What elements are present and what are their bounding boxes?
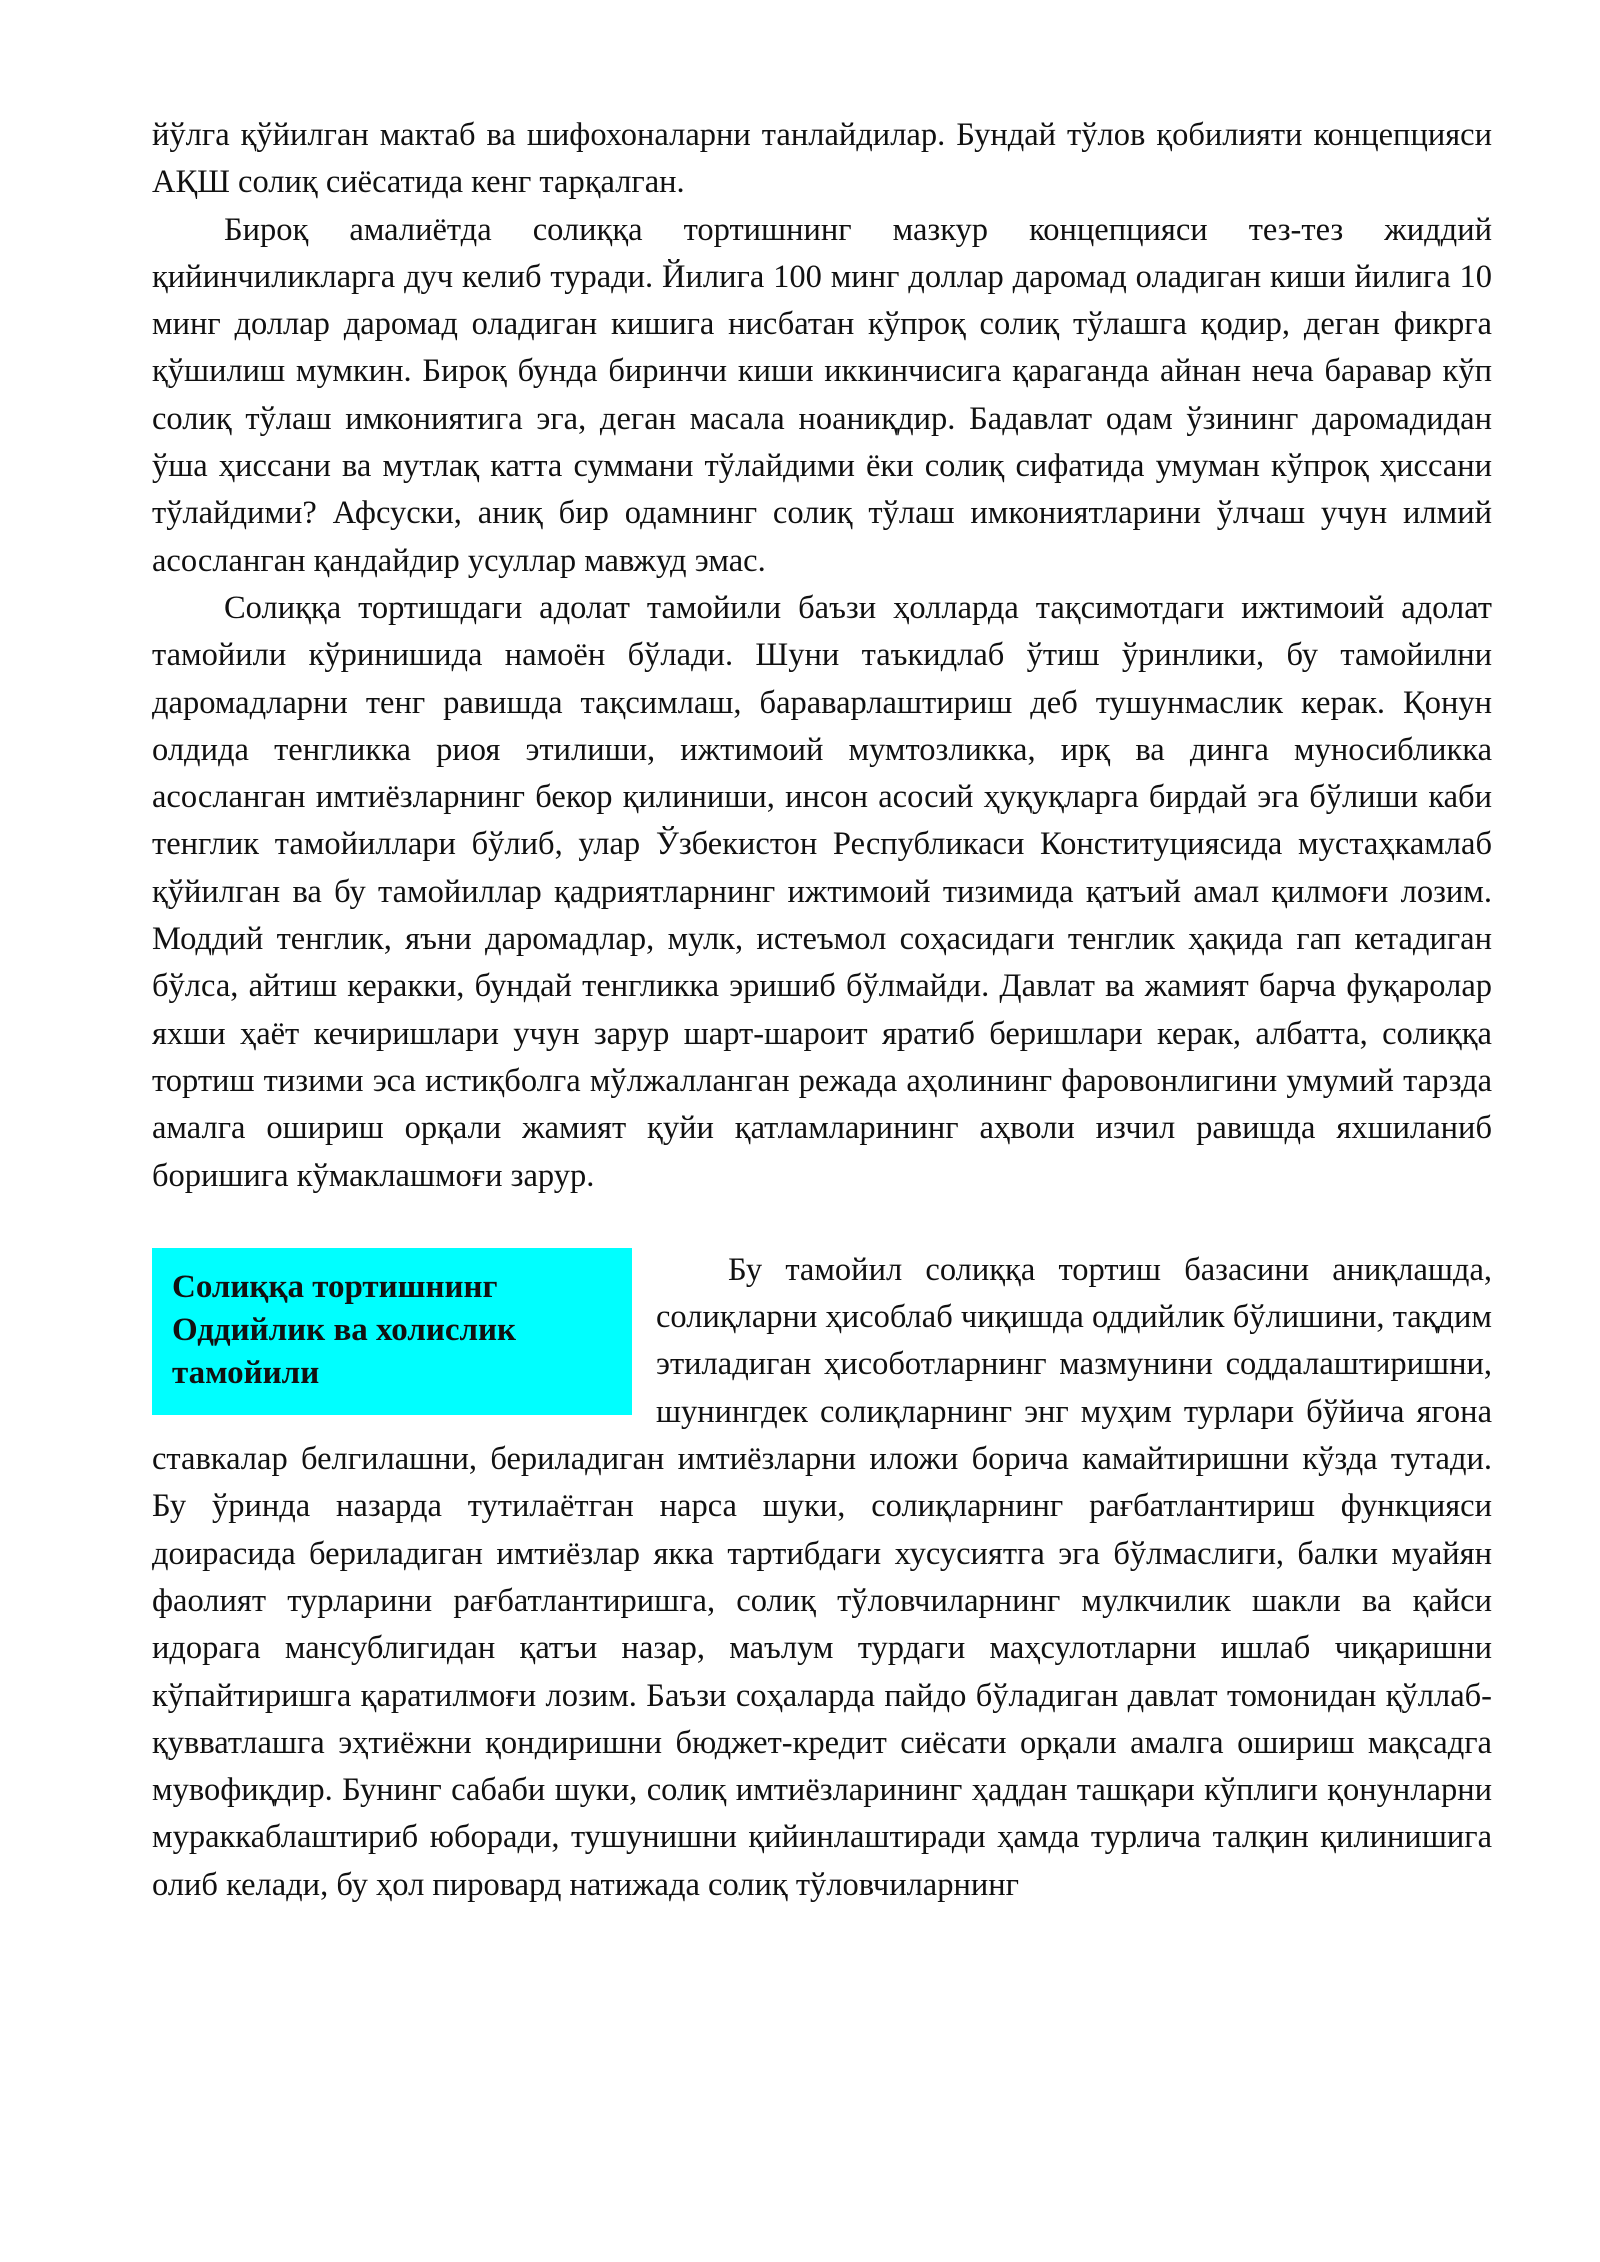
paragraph-social-justice: Солиққа тортишдаги адолат тамойили баъзи ҳолларда тақсимотдаги ижтимоий адолат тамойили кўринишида намоён бўлади. Шуни таъкидлаб ўтиш ўринлики, бу тамойилни даромадларни тенг равишда тақсимлаш, бараварлаштириш деб тушунмаслик керак. Қонун олдида тенгликка риоя этилиши, ижтимоий мумтозликка, ирқ ва динга муносибликка асосланган имтиёзларнинг бекор қилиниши, инсон асосий ҳуқуқларга бирдай эга бўлиши каби тенглик тамойиллари бўлиб, улар Ўзбекистон Республикаси Конституциясида мустаҳкамлаб қўйилган ва бу тамойиллар қадриятларнинг ижтимоий тизимида қатъий амал қилмоғи лозим. Моддий тенглик, яъни даромадлар, мулк, истеъмол соҳасидаги тенглик ҳақида гап кетадиган бўлса, айтиш керакки, бундай тенгликка эришиб бўлмайди. Давлат ва жамият барча фуқаролар яхши ҳаёт кечиришлари учун зарур шарт-шароит яратиб беришлари керак, албатта, солиққа тортиш тизими эса истиқболга мўлжалланган режада аҳолининг фаровонлигини умумий тарзда амалга ошириш орқали жамият қуйи қатламларининг аҳволи изчил равишда яхшиланиб боришига кўмаклашмоғи зарур. [152, 589, 1492, 1194]
section-spacer [152, 1200, 1492, 1247]
paragraph-ability-concept: Бироқ амалиётда солиққа тортишнинг мазкур концепцияси тез-тез жиддий қийинчиликларга дуч келиб туради. Йилига 100 минг доллар даромад оладиган киши йилига 10 минг доллар даромад оладиган кишига нисбатан кўпроқ солиқ тўлашга қодир, деган фикрга қўшилиш мумкин. Бироқ бунда биринчи киши иккинчисига қараганда айнан неча баравар кўп солиқ тўлаш имкониятига эга, деган масала ноаниқдир. Бадавлат одам ўзининг даромадидан ўша ҳиссани ва мутлақ катта суммани тўлайдими ёки солиқ сифатида умуман кўпроқ ҳиссани тўлайдими? Афсуски, аниқ бир одамнинг солиқ тўлаш имкониятларини ўлчаш учун илмий асосланган қандайдир усуллар мавжуд эмас. [152, 211, 1492, 579]
section-heading-line-3: тамойили [172, 1354, 320, 1391]
section-heading-line-1: Солиққа тортишнинг [172, 1268, 498, 1305]
section-heading-line-2: Оддийлик ва холислик [172, 1311, 517, 1348]
document-page [152, 112, 1492, 1909]
section-heading-box [152, 1248, 632, 1415]
paragraph-continuation: йўлга қўйилган мактаб ва шифохоналарни танлайдилар. Бундай тўлов қобилияти концепцияси АҚШ солиқ сиёсатида кенг тарқалган. [152, 117, 1492, 201]
paragraph-simplicity-principle: Бу тамойил солиққа тортиш базасини аниқлашда, солиқларни ҳисоблаб чиқишда оддийлик бўлишини, тақдим этиладиган ҳисоботларнинг мазмунини соддалаштиришни, шунингдек солиқларнинг энг муҳим турлари бўйича ягона ставкалар белгилашни, бериладиган имтиёзларни иложи борича камайтиришни кўзда тутади. Бу ўринда назарда тутилаётган нарса шуки, солиқларнинг рағбатлантириш функцияси доирасида бериладиган имтиёзлар якка тартибдаги хусусиятга эга бўлмаслиги, балки муайян фаолият турларини рағбатлантиришга, солиқ тўловчиларнинг мулкчилик шакли ва қайси идорага мансублигидан қатъи назар, маълум турдаги маҳсулотларни ишлаб чиқаришни кўпайтиришга қаратилмоғи лозим. Баъзи соҳаларда пайдо бўладиган давлат томонидан қўллаб-қувватлашга эҳтиёжни қондиришни бюджет-кредит сиёсати орқали амалга ошириш мақсадга мувофиқдир. Бунинг сабаби шуки, солиқ имтиёзларининг ҳаддан ташқари кўплиги қонунларни мураккаблаштириб юборади, тушунишни қийинлаштиради ҳамда турлича талқин қилинишига олиб келади, бу ҳол пировард натижада солиқ тўловчиларнинг [152, 1251, 1492, 1903]
